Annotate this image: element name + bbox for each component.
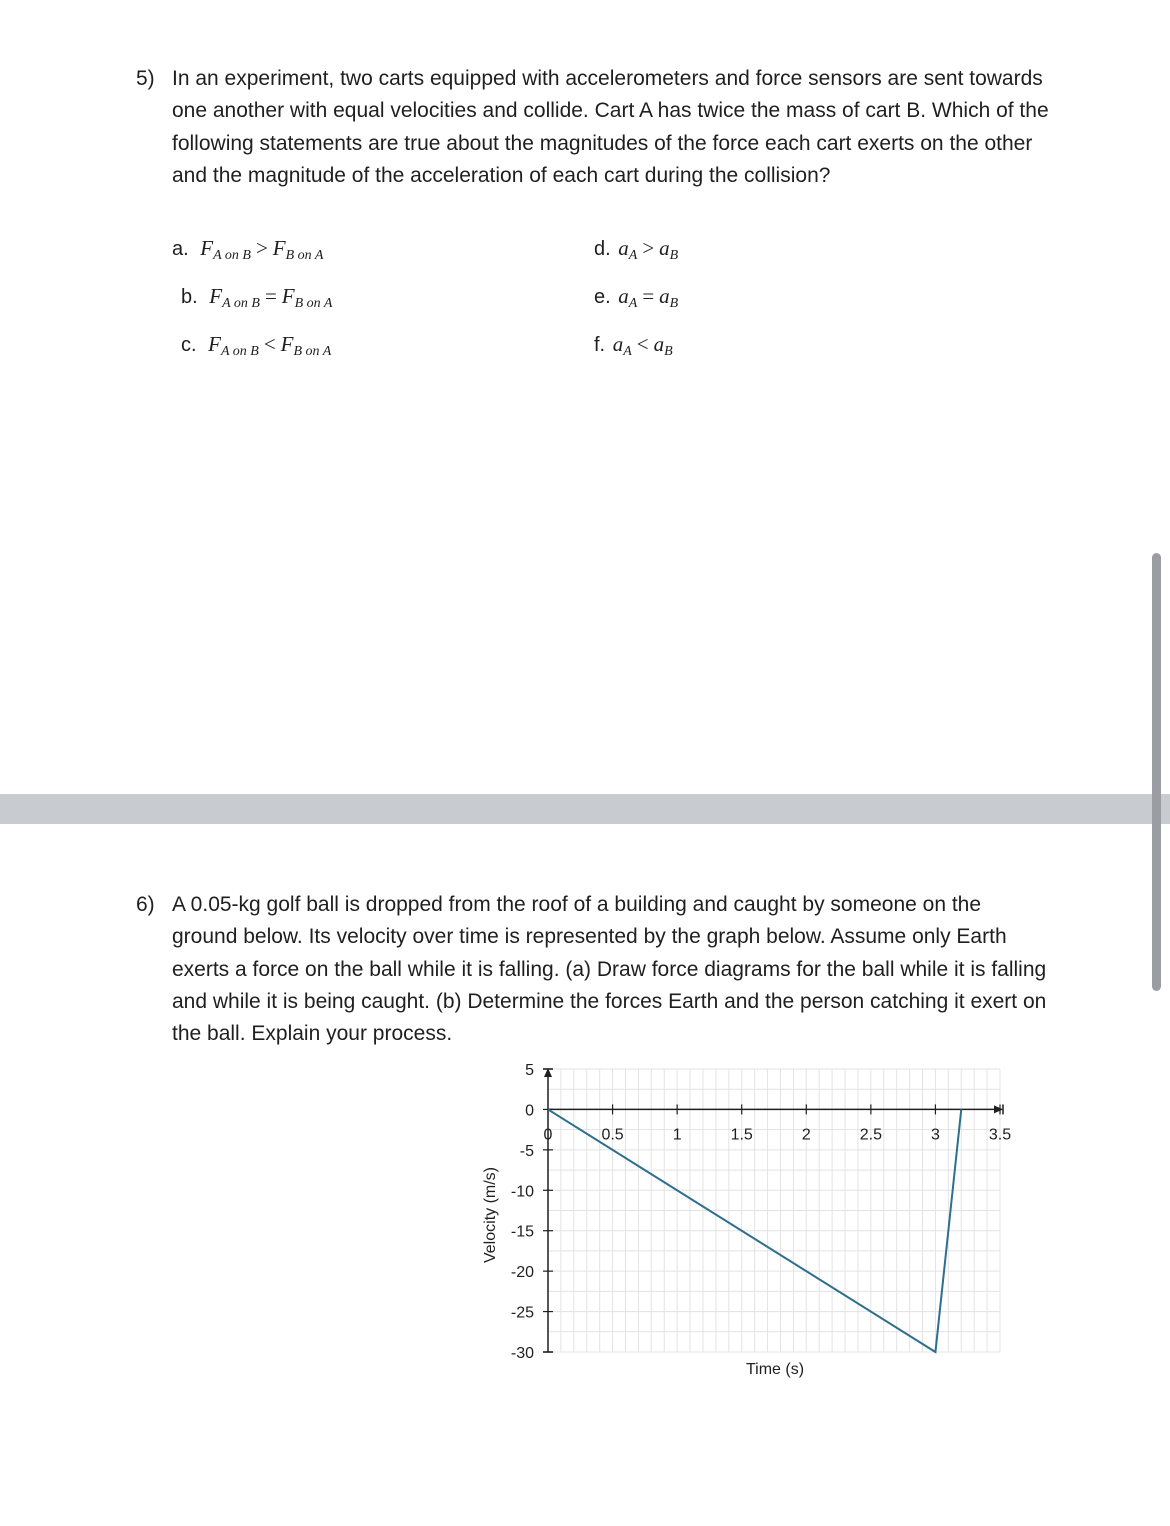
y-axis-label: Velocity (m/s)	[482, 1166, 499, 1264]
x-tick-label: 1	[672, 1126, 682, 1144]
question-number: 6)	[136, 893, 155, 916]
question-text: A 0.05-kg golf ball is dropped from the roof of a building and caught by someone on the ground below. Its velocity over time is represented by the graph below. Assume only Earth exerts a force on the ball while it is falling. (a) Draw force diagrams for the ball while it is falling and while it is being caught. (b) Determine the forces Earth and the person catching it exert on the ball. Explain your process.	[172, 893, 1047, 1046]
y-tick-label: -20	[510, 1264, 534, 1282]
x-tick-label: 3.5	[988, 1126, 1012, 1144]
y-tick-label: -10	[510, 1183, 534, 1201]
option-a[interactable]: a. $F_{A on B} > F_{B on A}$	[172, 236, 324, 263]
y-tick-label: -15	[510, 1223, 534, 1241]
y-tick-label: 5	[525, 1062, 534, 1079]
y-tick-label: -25	[510, 1304, 534, 1322]
option-c[interactable]: c. $F_{A on B} < F_{B on A}$	[181, 332, 332, 359]
x-axis-arrow	[994, 1105, 1003, 1113]
y-tick-label: 0	[525, 1102, 534, 1120]
scrollbar-thumb[interactable]	[1152, 553, 1161, 991]
option-b[interactable]: b. $F_{A on B} = F_{B on A}$	[181, 284, 333, 311]
option-f[interactable]: f. $a_A < a_B$	[594, 332, 673, 359]
x-tick-label: 2	[801, 1126, 811, 1144]
option-d[interactable]: d. $a_A > a_B$	[594, 236, 679, 263]
x-tick-label: 2.5	[859, 1126, 882, 1144]
y-tick-label: -30	[510, 1345, 534, 1362]
x-tick-label: 0	[543, 1126, 553, 1144]
question-number: 5)	[136, 67, 155, 90]
section-divider	[0, 794, 1170, 824]
option-e[interactable]: e. $a_A = a_B$	[594, 284, 679, 311]
x-tick-label: 0.5	[601, 1126, 624, 1144]
ticks	[511, 1062, 1011, 1362]
x-tick-label: 1.5	[730, 1126, 753, 1144]
y-tick-label: -5	[519, 1142, 534, 1160]
x-axis-label: Time (s)	[745, 1361, 805, 1378]
x-tick-label: 3	[930, 1126, 940, 1144]
question-text: In an experiment, two carts equipped with accelerometers and force sensors are sent towards one another with equal velocities and collide. Cart A has twice the mass of cart B. Which of the following statements are true about the magnitudes of the force each cart exerts on the other and the magnitude of the acceleration of each cart during the collision?	[172, 67, 1049, 187]
grid	[548, 1069, 1000, 1352]
velocity-time-graph	[470, 1055, 1030, 1385]
